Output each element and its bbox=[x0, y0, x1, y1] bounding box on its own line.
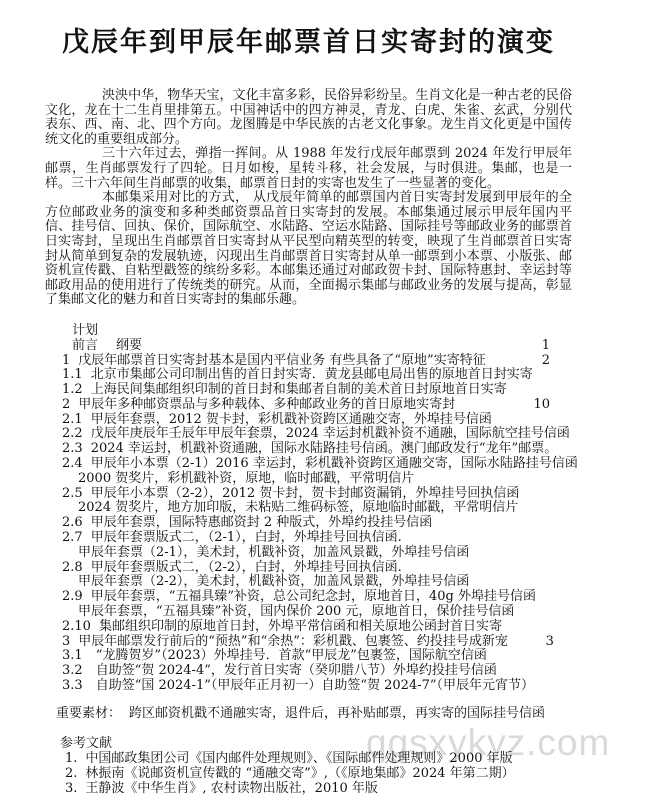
plan-item-main bbox=[45, 442, 557, 457]
plan-item bbox=[45, 605, 572, 620]
plan-item bbox=[45, 546, 572, 561]
plan-item-text: 2024 贺奖片，地方加印版，未粘贴二维码标签，原地临时邮戳，平常明信片 bbox=[78, 500, 519, 516]
references-heading: 参考文献 bbox=[60, 735, 113, 751]
reference-text: 林振南《说邮资机宣传戳的 “通融交寄”》,（《原地集邮》2024 年第二期） bbox=[85, 765, 515, 781]
plan-section bbox=[45, 322, 578, 694]
plan-item-number: 2.7 bbox=[62, 530, 83, 546]
plan-item-number: 3.3 bbox=[62, 678, 83, 694]
plan-item-page-number: 2 bbox=[541, 352, 550, 368]
plan-item-page-number bbox=[504, 664, 572, 679]
document-content bbox=[0, 20, 600, 796]
plan-item-main bbox=[45, 516, 504, 531]
plan-item-main bbox=[45, 383, 507, 398]
plan-heading: 计划 bbox=[72, 322, 99, 338]
plan-item-main bbox=[45, 546, 504, 561]
plan-item-page-number bbox=[557, 442, 625, 457]
plan-item bbox=[45, 620, 572, 635]
plan-item-main bbox=[45, 398, 504, 413]
plan-item-text: 纲要 bbox=[116, 337, 143, 353]
plan-item-page-number: 3 bbox=[545, 633, 554, 649]
references-section bbox=[45, 736, 572, 796]
plan-item-page-number: 10 bbox=[533, 396, 550, 412]
plan-item-text: 甲辰年套票版式二，（2-2），白封，外埠挂号回执信函. bbox=[90, 559, 402, 575]
plan-item-text: 上海民间集邮组织印制的首日封和集邮者自制的美术首日封原地首日实寄 bbox=[90, 382, 507, 398]
plan-item bbox=[45, 516, 572, 531]
plan-item-number: 2.6 bbox=[62, 515, 83, 531]
plan-item-page-number bbox=[533, 368, 601, 383]
plan-item-number: 2.5 bbox=[62, 485, 83, 501]
plan-item bbox=[45, 442, 572, 457]
plan-item bbox=[45, 664, 572, 679]
plan-item-page-number bbox=[504, 561, 572, 576]
page-title: 戊辰年到甲辰年邮票首日实寄封的演变 bbox=[62, 27, 555, 58]
intro-paragraphs bbox=[45, 89, 572, 308]
reference-item bbox=[45, 766, 572, 781]
plan-item-text: 甲辰年套票，国际特惠邮资封 2 种版式，外埠约投挂号信函 bbox=[90, 515, 433, 531]
reference-text: 王静波《中华生肖》, 农村读物出版社，2010 年版 bbox=[85, 780, 378, 796]
plan-item-page-number bbox=[504, 620, 572, 635]
document-page bbox=[0, 20, 611, 796]
reference-number: 1. bbox=[65, 750, 78, 766]
plan-item-text: 甲辰年多种邮资票品与多种载体、多种邮政业务的首日原地实寄封 bbox=[78, 396, 456, 412]
key-material-label: 重要素材： bbox=[56, 705, 122, 721]
plan-item-main bbox=[45, 605, 514, 620]
plan-item bbox=[45, 590, 572, 605]
key-material-note bbox=[45, 706, 572, 721]
plan-item-main bbox=[45, 620, 504, 635]
plan-item-main bbox=[45, 664, 504, 679]
plan-item-text: 自助签“贺 2024-4”，发行首日实寄（癸卯腊八节）外埠约投挂号信函 bbox=[95, 663, 497, 679]
plan-item-text: 甲辰年套票（2-1），美术封，机戳补资，加盖风景戳，外埠挂号信函 bbox=[78, 544, 470, 560]
plan-item bbox=[45, 679, 572, 694]
plan-item-page-number bbox=[570, 427, 638, 442]
reference-text: 中国邮政集团公司《国内邮件处理规则》、《国际邮件处理规则》2000 年版 bbox=[85, 750, 513, 766]
plan-item-page-number bbox=[578, 457, 646, 472]
plan-item-number: 3.2 bbox=[62, 663, 83, 679]
plan-item-number: 3.1 bbox=[62, 648, 83, 664]
plan-item-text: 甲辰年套票版式二，（2-1），白封，外埠挂号回执信函. bbox=[90, 530, 402, 546]
plan-item-page-number bbox=[504, 472, 572, 487]
plan-item-text: 甲辰年邮票发行前后的“预热”和“余热”：彩机戳、包裹签、约投挂号成新宠 bbox=[78, 633, 508, 649]
reference-number: 3. bbox=[65, 780, 78, 796]
plan-item-main bbox=[45, 649, 504, 664]
plan-item-text: 甲辰年套票，“五福具臻”补资，国内保价 200 元，原地首日，保价挂号信函 bbox=[78, 604, 515, 620]
plan-item bbox=[45, 398, 572, 413]
plan-item-text: 自助签“国 2024-1”（甲辰年正月初一）自助签“贺 2024-7”（甲辰年元宵节） bbox=[95, 678, 535, 694]
plan-item-main bbox=[45, 339, 504, 354]
plan-item bbox=[45, 649, 572, 664]
plan-item-page-number bbox=[514, 605, 582, 620]
plan-item-number: 1.1 bbox=[62, 367, 83, 383]
plan-item-text: 戊辰年庚辰年壬辰年甲辰年套票，2024 幸运封机戳补资不通融，国际航空挂号信函 bbox=[90, 426, 570, 442]
plan-item bbox=[45, 383, 572, 398]
paragraph: 三十六年过去，弹指一挥间。从 1988 年发行戊辰年邮票到 2024 年发行甲辰年邮票，生肖邮票发行了四轮。日月如梭，星转斗移，社会发展，与时俱进。集邮，也是一样。三十六年间生肖邮票的收集，邮票首日封的实寄也发生了一些显著的变化。 bbox=[45, 146, 572, 191]
plan-item-main bbox=[45, 590, 536, 605]
plan-item-number: 2 bbox=[62, 396, 71, 412]
plan-item-page-number bbox=[504, 516, 572, 531]
plan-item-main bbox=[45, 472, 504, 487]
plan-item-main bbox=[45, 457, 578, 472]
plan-item-text: 甲辰年小本票（2-1）2016 幸运封，彩机戳补资跨区通融交寄，国际水陆路挂号信函 bbox=[90, 456, 578, 472]
reference-item bbox=[45, 781, 572, 796]
plan-item-page-number bbox=[534, 679, 602, 694]
plan-item-text: 戊辰年邮票首日实寄封基本是国内平信业务 有些具备了“原地”实寄特征 bbox=[78, 352, 486, 368]
plan-item-page-number bbox=[504, 649, 572, 664]
plan-item-text: 北京市集邮公司印制出售的首日封实寄．黄龙县邮电局出售的原地首日封实寄 bbox=[90, 367, 533, 383]
plan-item-number: 2.8 bbox=[62, 559, 83, 575]
plan-item-page-number bbox=[504, 546, 572, 561]
plan-item-number: 2.9 bbox=[62, 589, 83, 605]
plan-item-number: 前言 bbox=[72, 337, 99, 353]
plan-item-page-number bbox=[536, 590, 604, 605]
plan-item-text: 2000 贺奖片，彩机戳补资，原地，临时邮戳，平常明信片 bbox=[78, 470, 415, 486]
plan-item-number: 2.2 bbox=[62, 426, 83, 442]
plan-item bbox=[45, 472, 572, 487]
plan-item-text: 甲辰年套票（2-2），美术封，机戳补资，加盖风景戳，外埠挂号信函 bbox=[78, 574, 470, 590]
plan-item-page-number bbox=[518, 501, 586, 516]
reference-item bbox=[45, 751, 572, 766]
plan-item-number: 1 bbox=[62, 352, 71, 368]
plan-item-text: 集邮组织印制的原地首日封，外埠平常信函和相关原地公函封首日实寄 bbox=[98, 618, 502, 634]
plan-item-number: 2.1 bbox=[62, 411, 83, 427]
site-watermark: qgsxykyz.com bbox=[366, 722, 611, 763]
plan-item-text: 2024 幸运封，机戳补资通融，国际水陆路挂号信函。澳门邮政发行“龙年”邮票。 bbox=[90, 441, 558, 457]
plan-item-main bbox=[45, 679, 534, 694]
plan-item bbox=[45, 456, 578, 472]
plan-item-text: 甲辰年小本票（2-2），2012 贺卡封，贺卡封邮资漏销，外埠挂号回执信函 bbox=[90, 485, 520, 501]
plan-item bbox=[45, 339, 572, 354]
plan-item-number: 1.2 bbox=[62, 382, 83, 398]
paragraph: 本邮集采用对比的方式， 从戊辰年简单的邮票国内首日实寄封发展到甲辰年的全方位邮政业务的演变和多种类邮资票品首日实寄封的发展。本邮集通过展示甲辰年国内平信、挂号信、回执、保价，国际航空、水陆路、空运水陆路、国际挂号等邮政业务的邮票首日实寄封，呈现出生肖邮票首日实寄封从平民型向精英型的转变，映现了生肖邮票首日实寄封从简单到复杂的发展轨迹，闪现出生肖邮票首日实寄封从单一邮票到小本票、小版张、邮资机宣传戳、自粘型戳签的缤纷多彩。本邮集还通过对邮政贺卡封、国际特惠封、幸运封等邮政用品的使用进行了传统类的研究。从而，全面揭示集邮与邮政业务的发展与提高，彰显了集邮文化的魅力和首日实寄封的集邮乐趣。 bbox=[45, 190, 572, 308]
plan-item-text: 甲辰年套票，2012 贺卡封，彩机戳补资跨区通融交寄，外埠挂号信函 bbox=[90, 411, 492, 427]
plan-item-page-number bbox=[507, 383, 575, 398]
reference-number: 2. bbox=[65, 765, 78, 781]
plan-item-page-number: 1 bbox=[541, 337, 550, 353]
plan-item-text: “龙腾贺岁”（2023）外埠挂号．首款“甲辰龙”包裹签，国际航空信函 bbox=[95, 648, 487, 664]
plan-item-page-number bbox=[504, 531, 572, 546]
plan-item-main bbox=[45, 531, 504, 546]
plan-item-number: 2.10 bbox=[62, 618, 91, 634]
plan-item bbox=[45, 531, 572, 546]
key-material-text: 跨区邮资机戳不通融实寄，退件后，再补贴邮票，再实寄的国际挂号信函 bbox=[129, 705, 546, 721]
plan-item-number: 2.4 bbox=[62, 456, 83, 472]
plan-item-number: 3 bbox=[62, 633, 71, 649]
paragraph: 泱泱中华，物华天宝，文化丰富多彩，民俗异彩纷呈。生肖文化是一种古老的民俗文化，龙在十二生肖里排第五。中国神话中的四方神灵，青龙、白虎、朱雀、玄武，分别代表东、西、南、北、四个方向。龙图腾是中华民族的古老文化事象。龙生肖文化更是中国传统文化的重要组成部分。 bbox=[45, 88, 572, 147]
plan-item bbox=[45, 368, 572, 383]
plan-item-number: 2.3 bbox=[62, 441, 83, 457]
plan-item-page-number bbox=[519, 487, 587, 502]
plan-item-main bbox=[45, 368, 533, 383]
plan-item-text: 甲辰年套票，“五福具臻”补资，总公司纪念封，原地首日，40g 外埠挂号信函 bbox=[90, 589, 536, 605]
